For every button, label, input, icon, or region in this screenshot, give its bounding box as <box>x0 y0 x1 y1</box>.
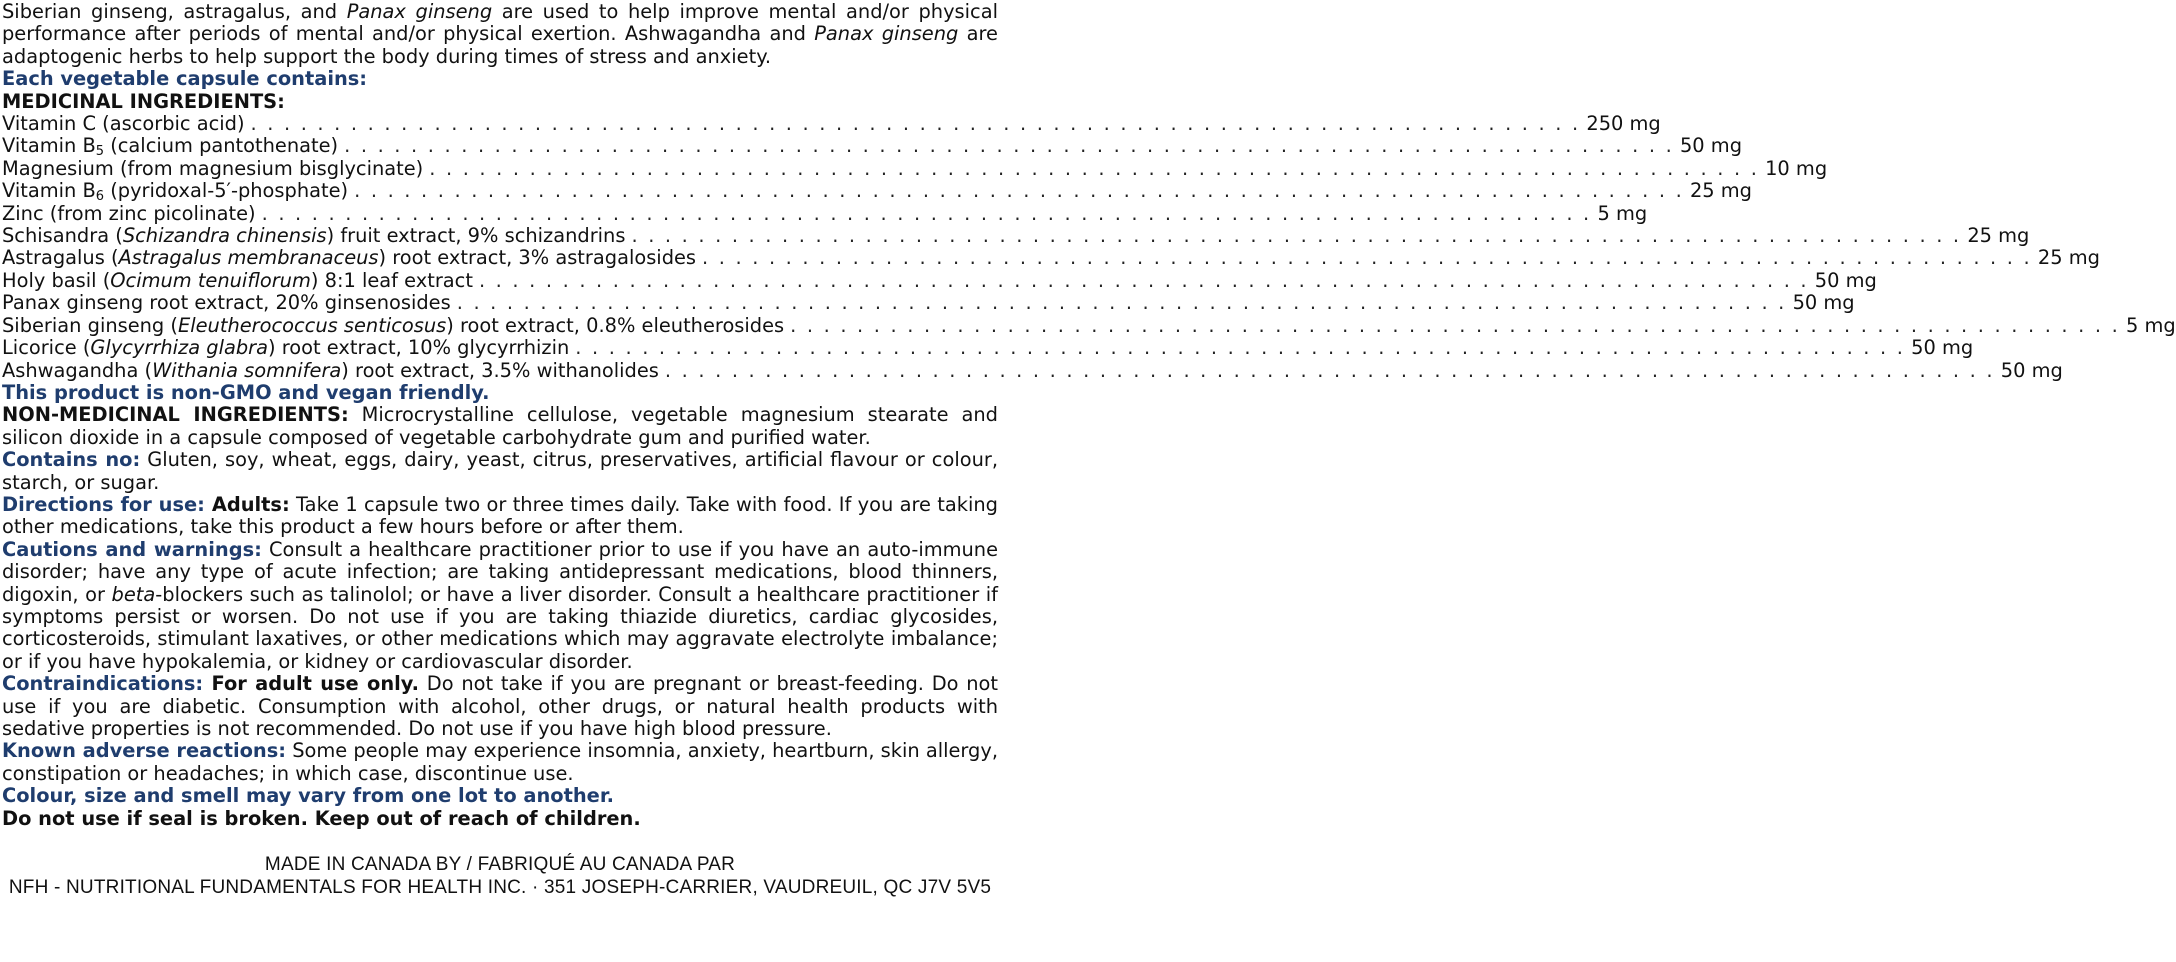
ingredient-row <box>2 134 1743 160</box>
ingredient-list <box>2 112 2176 382</box>
leader-dots: . . . . . . . . . . . . . . . . . . . . . . . . . . . . . . . . . . . . . . . . . . . . . . . . . . . . . . . . . . . . . . . . . . . . . . . . . . . . . . . . <box>250 112 1581 136</box>
ingredient-row <box>2 246 2100 270</box>
ingredient-name: Panax ginseng root extract, 20% ginsenosides <box>2 291 451 315</box>
intro-italic: Panax ginseng <box>814 22 959 46</box>
leader-dots: . . . . . . . . . . . . . . . . . . . . . . . . . . . . . . . . . . . . . . . . . . . . . . . . . . . . . . . . . . . . . . . . . . . . . . . . . . . . . . . . <box>790 313 2120 337</box>
leader-dots: . . . . . . . . . . . . . . . . . . . . . . . . . . . . . . . . . . . . . . . . . . . . . . . . . . . . . . . . . . . . . . . . . . . . . . . . . . . . . . . . <box>429 156 1760 180</box>
contraindications-section <box>2 673 998 740</box>
ingredient-dose: 50 mg <box>1792 291 1855 315</box>
ingredient-row <box>2 156 1828 180</box>
directions-section <box>2 494 998 539</box>
non-medicinal-text: Microcrystalline cellulose, vegetable magnesium stearate and silicon dioxide in a capsule composed of vegetable carbohydrate gum and purified water. <box>2 403 998 449</box>
leader-dots: . . . . . . . . . . . . . . . . . . . . . . . . . . . . . . . . . . . . . . . . . . . . . . . . . . . . . . . . . . . . . . . . . . . . . . . . . . . . . . . . <box>631 224 1962 248</box>
footer-address: NFH - NUTRITIONAL FUNDAMENTALS FOR HEALTH INC. · 351 JOSEPH-CARRIER, VAUDREUIL, QC J7V 5V5 <box>8 876 992 898</box>
intro-paragraph <box>2 1 998 68</box>
cautions-text: Consult a healthcare practitioner prior to use if you have an auto-immune disorder; have any type of acute infection; are taking antidepressant medications, blood thinners, digoxin, or <box>2 537 999 606</box>
leader-dots: . . . . . . . . . . . . . . . . . . . . . . . . . . . . . . . . . . . . . . . . . . . . . . . . . . . . . . . . . . . . . . . . . . . . . . . . . . . . . . . . <box>664 358 1995 382</box>
non-gmo-note: This product is non-GMO and vegan friendly. <box>2 380 490 404</box>
ingredient-row <box>2 201 1648 225</box>
ingredient-row <box>2 112 1661 136</box>
ingredient-name: Vitamin $B_5$ (calcium pantothenate) <box>2 134 339 160</box>
directions-label: Directions for use: <box>2 492 205 516</box>
intro-text: are used to help improve mental and/or physical performance after periods of mental and/or physical exertion. Ashwagandha and <box>2 0 998 46</box>
leader-dots: . . . . . . . . . . . . . . . . . . . . . . . . . . . . . . . . . . . . . . . . . . . . . . . . . . . . . . . . . . . . . . . . . . . . . . . . . . . . . . . . <box>456 291 1787 315</box>
ingredient-dose: 250 mg <box>1586 112 1661 136</box>
leader-dots: . . . . . . . . . . . . . . . . . . . . . . . . . . . . . . . . . . . . . . . . . . . . . . . . . . . . . . . . . . . . . . . . . . . . . . . . . . . . . . . . <box>344 134 1674 158</box>
adverse-text: Some people may experience insomnia, anxiety, heartburn, skin allergy, constipation or headaches; in which case, discontinue use. <box>2 739 998 785</box>
cautions-label: Cautions and warnings: <box>2 537 262 561</box>
ingredient-dose: 50 mg <box>2000 358 2063 382</box>
medicinal-heading: MEDICINAL INGREDIENTS: <box>2 89 285 113</box>
contraindications-adult-only: For adult use only. <box>203 672 420 696</box>
non-medicinal-section <box>2 404 998 449</box>
ingredient-name: Zinc (from zinc picolinate) <box>2 201 256 225</box>
ingredient-name: Vitamin $B_6$ (pyridoxal-5′-phosphate) <box>2 179 349 205</box>
ingredient-row <box>2 313 2176 337</box>
directions-adults: Adults: <box>204 492 290 516</box>
colour-note: Colour, size and smell may vary from one lot to another. <box>2 784 614 808</box>
intro-text: Siberian ginseng, astragalus, and <box>2 0 347 23</box>
contraindications-text: Do not take if you are pregnant or breast-feeding. Do not use if you are diabetic. Consumption with alcohol, other drugs, or natural health products with sedative properties is not recommended. Do not use if you have high blood pressure. <box>2 672 998 740</box>
ingredient-row <box>2 291 1855 315</box>
ingredient-row <box>2 358 2063 382</box>
ingredient-name: Astragalus (Astragalus membranaceus) root extract, 3% astragalosides <box>2 246 697 270</box>
ingredient-dose: 5 mg <box>2125 313 2176 337</box>
contains-no-section <box>2 449 998 494</box>
leader-dots: . . . . . . . . . . . . . . . . . . . . . . . . . . . . . . . . . . . . . . . . . . . . . . . . . . . . . . . . . . . . . . . . . . . . . . . . . . . . . . . . <box>478 268 1809 292</box>
ingredient-row <box>2 224 2030 248</box>
intro-text: are adaptogenic herbs to help support the body during times of stress and anxiety. <box>2 22 998 68</box>
ingredient-dose: 50 mg <box>1814 268 1877 292</box>
leader-dots: . . . . . . . . . . . . . . . . . . . . . . . . . . . . . . . . . . . . . . . . . . . . . . . . . . . . . . . . . . . . . . . . . . . . . . . . . . . . . . . . <box>575 336 1906 360</box>
contraindications-label: Contraindications: <box>2 672 204 696</box>
adverse-label: Known adverse reactions: <box>2 739 287 763</box>
leader-dots: . . . . . . . . . . . . . . . . . . . . . . . . . . . . . . . . . . . . . . . . . . . . . . . . . . . . . . . . . . . . . . . . . . . . . . . . . . . . . . . . <box>354 179 1684 203</box>
ingredient-name: Holy basil (Ocimum tenuiflorum) 8:1 leaf extract <box>2 268 473 292</box>
leader-dots: . . . . . . . . . . . . . . . . . . . . . . . . . . . . . . . . . . . . . . . . . . . . . . . . . . . . . . . . . . . . . . . . . . . . . . . . . . . . . . . . <box>702 246 2032 270</box>
ingredient-dose: 10 mg <box>1765 156 1828 180</box>
ingredient-dose: 50 mg <box>1679 134 1743 158</box>
contains-no-text: Gluten, soy, wheat, eggs, dairy, yeast, citrus, preservatives, artificial flavour or colour, starch, or sugar. <box>2 448 998 494</box>
ingredient-name: Siberian ginseng (Eleutherococcus senticosus) root extract, 0.8% eleutherosides <box>2 313 785 337</box>
cautions-section <box>2 539 998 673</box>
ingredient-name: Vitamin C (ascorbic acid) <box>2 112 245 136</box>
ingredient-dose: 5 mg <box>1597 201 1648 225</box>
cautions-italic: beta <box>111 582 156 606</box>
ingredient-row <box>2 336 1974 360</box>
leader-dots: . . . . . . . . . . . . . . . . . . . . . . . . . . . . . . . . . . . . . . . . . . . . . . . . . . . . . . . . . . . . . . . . . . . . . . . . . . . . . . . . <box>261 201 1592 225</box>
ingredient-name: Ashwagandha (Withania somnifera) root extract, 3.5% withanolides <box>2 358 659 382</box>
ingredient-dose: 25 mg <box>1967 224 2030 248</box>
ingredient-row <box>2 268 1877 292</box>
footer-made-in: MADE IN CANADA BY / FABRIQUÉ AU CANADA PAR <box>264 854 736 876</box>
contains-no-label: Contains no: <box>2 448 141 472</box>
capsule-heading: Each vegetable capsule contains: <box>2 67 368 91</box>
ingredient-dose: 25 mg <box>1689 179 1752 203</box>
seal-note: Do not use if seal is broken. Keep out of reach of children. <box>2 806 641 830</box>
non-medicinal-label: NON-MEDICINAL INGREDIENTS: <box>2 403 349 427</box>
ingredient-row <box>2 179 1752 205</box>
directions-text: Take 1 capsule two or three times daily. Take with food. If you are taking other medications, take this product a few hours before or after them. <box>2 492 998 539</box>
ingredient-name: Magnesium (from magnesium bisglycinate) <box>2 156 424 180</box>
ingredient-dose: 25 mg <box>2037 246 2100 270</box>
ingredient-dose: 50 mg <box>1911 336 1974 360</box>
cautions-text: -blockers such as talinolol; or have a liver disorder. Consult a healthcare practitioner if symptoms persist or worsen. Do not use if you are taking thiazide diuretics, cardiac glycosides, corticosteroids, stimulant laxatives, or other medications which may aggravate electrolyte imbalance; or if you have hypokalemia, or kidney or cardiovascular disorder. <box>2 582 998 673</box>
ingredient-name: Schisandra (Schizandra chinensis) fruit extract, 9% schizandrins <box>2 224 626 248</box>
ingredient-name: Licorice (Glycyrrhiza glabra) root extract, 10% glycyrrhizin <box>2 336 570 360</box>
adverse-section <box>2 740 998 785</box>
intro-italic: Panax ginseng <box>346 0 493 23</box>
manufacturer-footer <box>2 854 998 899</box>
